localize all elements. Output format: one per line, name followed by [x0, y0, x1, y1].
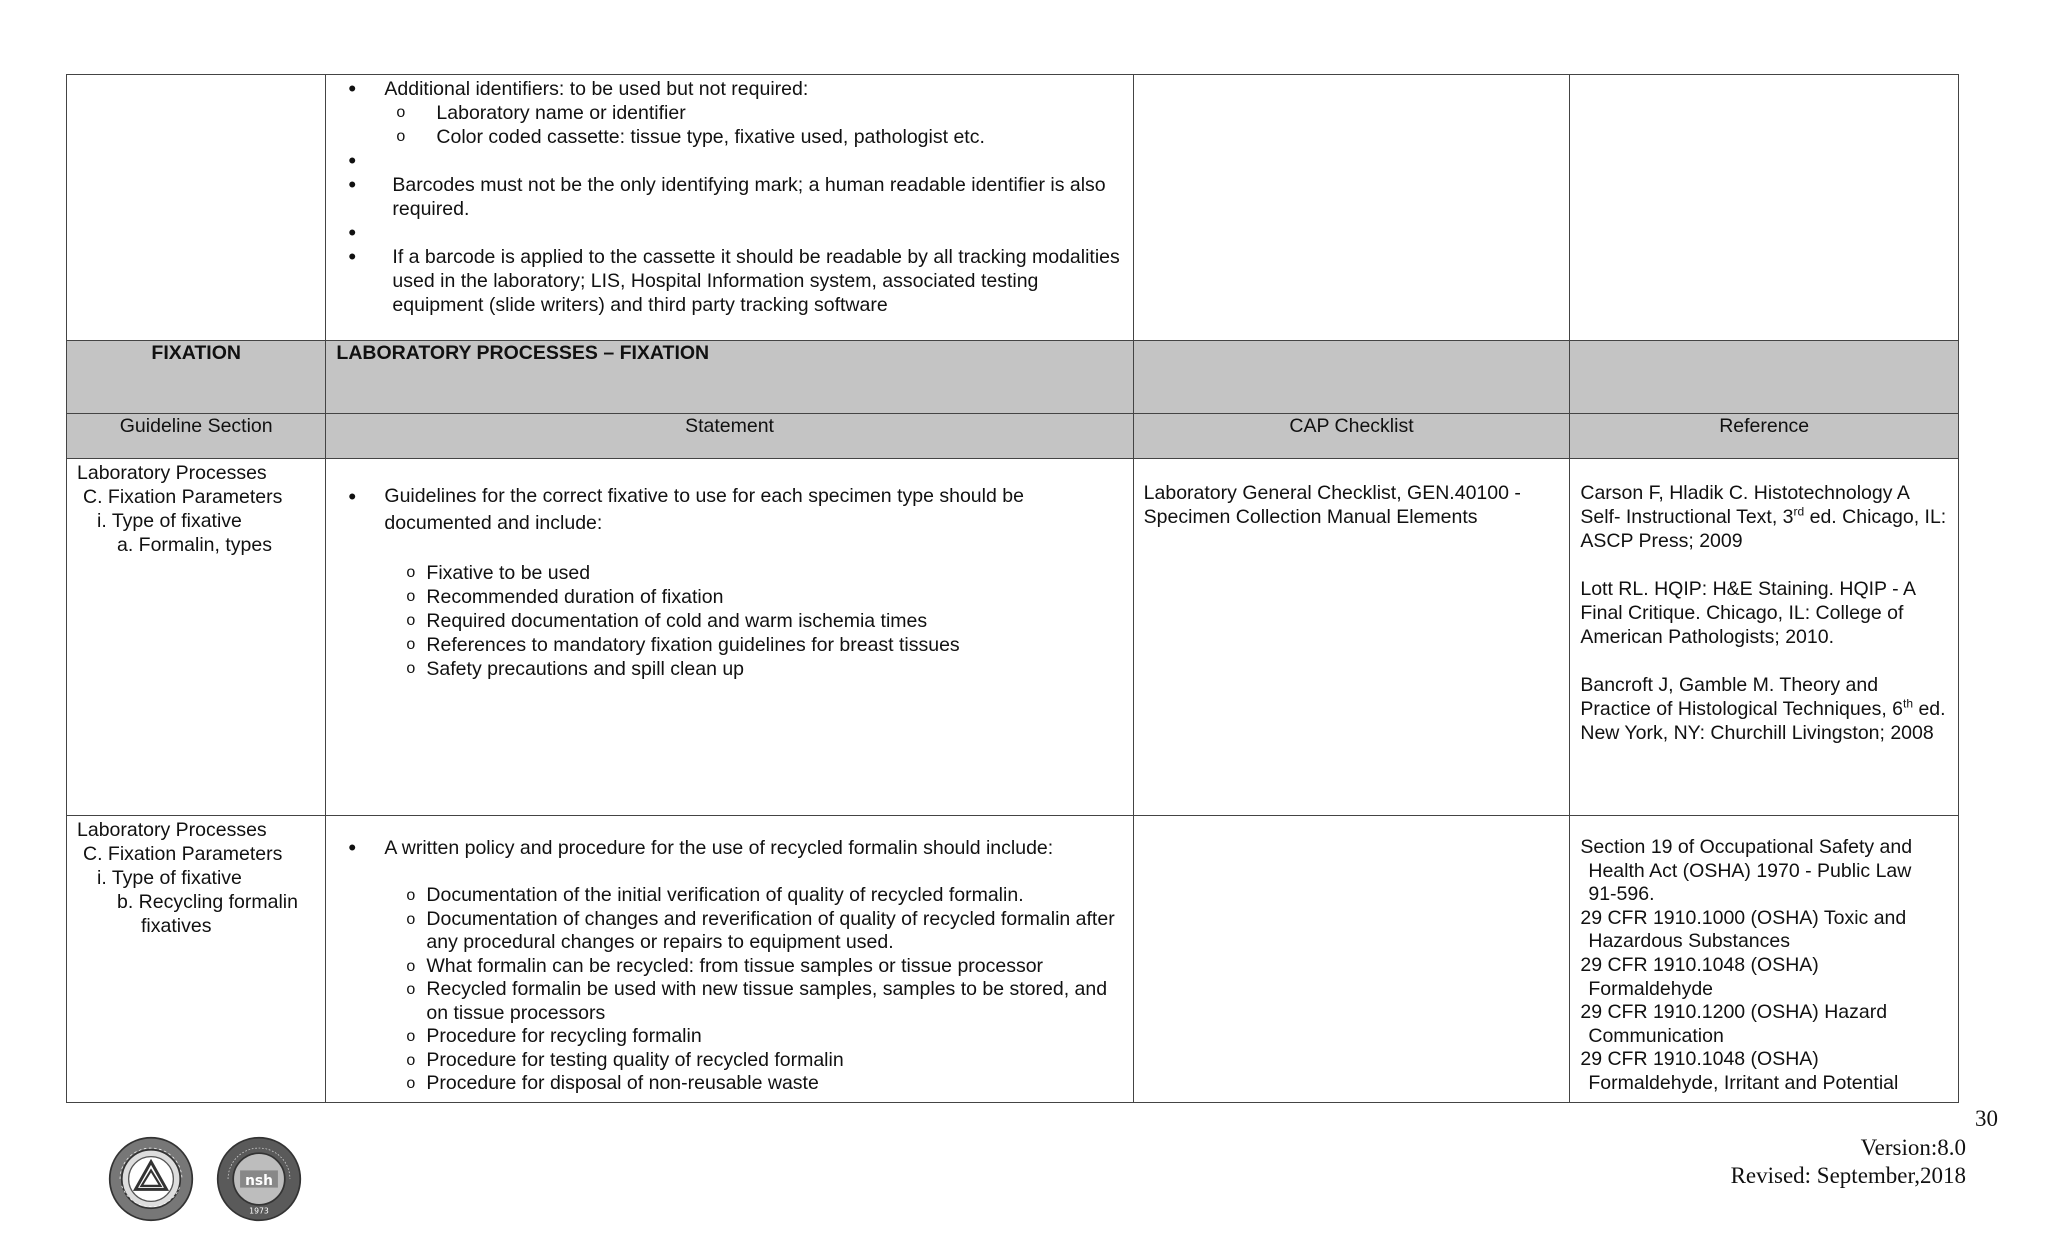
band-empty-cell: [1133, 341, 1570, 414]
list-item: • Barcodes must not be the only identifying mark; a human readable identifier is also required.: [336, 173, 1122, 221]
nsh-seal-logo: [216, 1136, 302, 1222]
table-row-continuation: [67, 75, 1959, 341]
list-item: o Recommended duration of fixation: [336, 585, 1122, 609]
table-row: [67, 816, 1959, 1103]
section-line: Laboratory Processes: [77, 462, 267, 484]
spacer: [1580, 649, 1948, 673]
section-line: i. Type of fixative: [97, 867, 242, 889]
checklist-cell: [1133, 816, 1570, 1103]
column-header-reference: Reference: [1570, 414, 1959, 459]
reference-line: Formaldehyde, Irritant and Potential: [1588, 1071, 1899, 1094]
list-item: o Procedure for disposal of non-reusable waste: [336, 1072, 1122, 1096]
band-empty-cell: [1570, 341, 1959, 414]
sub-list: [336, 101, 1122, 149]
svg-text:nsh: nsh: [245, 1173, 273, 1190]
spacer: [336, 860, 1122, 884]
band-title-cell: [326, 341, 1133, 414]
list-item: o Procedure for recycling formalin: [336, 1025, 1122, 1049]
list-item: • Guidelines for the correct fixative to use for each specimen type should be documented and include:: [336, 483, 1122, 537]
list-item: o Required documentation of cold and warm ischemia times: [336, 609, 1122, 633]
reference-line: 91-596.: [1588, 883, 1655, 906]
section-line: fixatives: [141, 915, 212, 937]
bullet-list: [336, 483, 1122, 537]
cap-seal-logo: [108, 1136, 194, 1222]
table-row: [67, 459, 1959, 816]
section-line: C. Fixation Parameters: [83, 843, 283, 865]
list-item: o Procedure for testing quality of recycled formalin: [336, 1049, 1122, 1073]
checklist-cell: [1133, 75, 1570, 341]
statement-cell: [326, 75, 1133, 341]
page-number: 30: [1975, 1106, 1998, 1131]
list-item: o Documentation of changes and reverification of quality of recycled formalin after any procedural changes or repairs to equipment used.: [336, 908, 1122, 955]
checklist-cell: [1133, 459, 1570, 816]
bullet-list: [336, 836, 1122, 860]
section-line: b. Recycling formalin: [117, 891, 298, 913]
list-item: • A written policy and procedure for the use of recycled formalin should include:: [336, 836, 1122, 860]
list-item: o References to mandatory fixation guidelines for breast tissues: [336, 633, 1122, 657]
reference-entry: Carson F, Hladik C. Histotechnology A Self- Instructional Text, 3rd ed. Chicago, IL: ASCP Press; 2009: [1580, 482, 1947, 552]
svg-text:1973: 1973: [249, 1206, 269, 1216]
section-cell: [67, 459, 326, 816]
list-item: o Laboratory name or identifier: [336, 101, 1122, 125]
section-line: i. Type of fixative: [97, 510, 242, 532]
version-block: [1731, 1134, 1966, 1190]
spacer: [1580, 553, 1948, 577]
checklist-text: Laboratory General Checklist, GEN.40100 - Specimen Collection Manual Elements: [1143, 482, 1521, 528]
list-item: o What formalin can be recycled: from tissue samples or tissue processor: [336, 955, 1122, 979]
list-item: • If a barcode is applied to the cassette it should be readable by all tracking modalities used in the laboratory; LIS, Hospital Information system, associated testing equipment (slide writers) and third party tracking software: [336, 245, 1122, 317]
band-section-cell: [67, 341, 326, 414]
statement-cell: [326, 459, 1133, 816]
sub-list: [336, 884, 1122, 1096]
statement-cell: [326, 816, 1133, 1103]
list-item: • Additional identifiers: to be used but not required: o Laboratory name or identifier o Color coded cassette: tissue type, fixative used, pathologist etc.: [336, 77, 1122, 149]
reference-line: Formaldehyde: [1588, 977, 1714, 1000]
reference-entry: Lott RL. HQIP: H&E Staining. HQIP - A Final Critique. Chicago, IL: College of American Pathologists; 2010.: [1580, 578, 1915, 648]
version-label: Version:8.0: [1860, 1135, 1966, 1160]
reference-line: Hazardous Substances: [1588, 930, 1790, 953]
guidelines-table: [66, 74, 1959, 1103]
reference-line: 29 CFR 1910.1048 (OSHA): [1580, 1048, 1819, 1071]
column-header-guideline: Guideline Section: [67, 414, 326, 459]
section-band-row: [67, 341, 1959, 414]
section-line: Laboratory Processes: [77, 819, 267, 841]
reference-cell: [1570, 816, 1959, 1103]
reference-line: 29 CFR 1910.1000 (OSHA) Toxic and: [1580, 906, 1907, 929]
section-line: a. Formalin, types: [117, 534, 272, 556]
spacer: [336, 149, 1122, 173]
section-line: C. Fixation Parameters: [83, 486, 283, 508]
reference-line: Communication: [1588, 1024, 1724, 1047]
reference-line: Health Act (OSHA) 1970 - Public Law: [1588, 859, 1912, 882]
list-item: o Fixative to be used: [336, 561, 1122, 585]
spacer: [336, 221, 1122, 245]
band-title: LABORATORY PROCESSES – FIXATION: [336, 342, 710, 364]
list-item: o Safety precautions and spill clean up: [336, 657, 1122, 681]
reference-line: 29 CFR 1910.1200 (OSHA) Hazard: [1580, 1001, 1888, 1024]
section-cell: [67, 816, 326, 1103]
list-item: o Color coded cassette: tissue type, fixative used, pathologist etc.: [336, 125, 1122, 149]
reference-entry: Bancroft J, Gamble M. Theory and Practice of Histological Techniques, 6th ed. New York, NY: Churchill Livingston; 2008: [1580, 674, 1946, 744]
list-item: o Recycled formalin be used with new tissue samples, samples to be stored, and on tissue processors: [336, 978, 1122, 1025]
reference-line: 29 CFR 1910.1048 (OSHA): [1580, 953, 1819, 976]
bullet-list: [336, 77, 1122, 317]
reference-cell: [1570, 459, 1959, 816]
header-row: [67, 414, 1959, 459]
sub-list: [336, 561, 1122, 681]
spacer: [336, 537, 1122, 561]
column-header-statement: Statement: [326, 414, 1133, 459]
column-header-checklist: CAP Checklist: [1133, 414, 1570, 459]
band-section-label: FIXATION: [151, 342, 241, 364]
revised-date: Revised: September,2018: [1730, 1163, 1966, 1188]
list-item: o Documentation of the initial verification of quality of recycled formalin.: [336, 884, 1122, 908]
reference-line: Section 19 of Occupational Safety and: [1580, 836, 1913, 858]
section-cell: [67, 75, 326, 341]
reference-cell: [1570, 75, 1959, 341]
